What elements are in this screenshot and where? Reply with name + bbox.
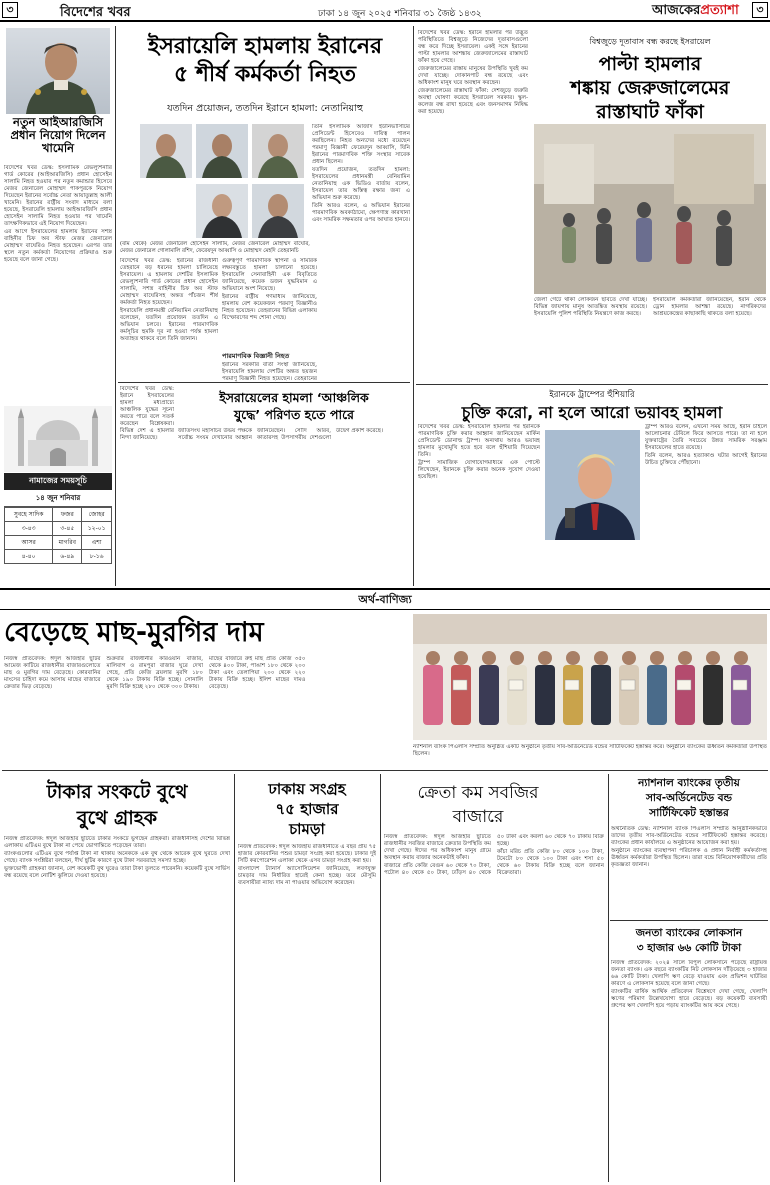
section-label: বিদেশের খবর <box>60 5 131 20</box>
trump-body-left-p1: বিদেশের খবর ডেস্ক: ইসরায়েলি হামলার পর ইরানকে পারমাণবিক চুক্তি করার আহ্বান জানিয়েছেন মার্কিন প্রেসিডেন্ট ডোনাল্ড ট্রাম্প। অন্যথায় আরও ভয়াবহ হামলার মুখোমুখি হতে হবে বলে হুঁশিয়ারি দিয়েছেন তিনি। <box>418 424 540 458</box>
leather-headline-2: ৭৫ হাজার <box>275 800 339 818</box>
prayer-time: ৬-৪৯ <box>53 550 82 564</box>
portrait-bagheri <box>196 124 248 178</box>
prayer-date: ১৪ জুন শনিবার <box>4 490 112 507</box>
portrait-abbasi <box>196 184 248 238</box>
janata-body-p2: ব্যাংকটির বার্ষিক আর্থিক প্রতিবেদন বিশ্লেষণে দেখা গেছে, খেলাপি ঋণের পরিমাণ উল্লেখযোগ্য হারে বেড়েছে। বড় কয়েকটি ব্যবসায়ী গ্রুপের ঋণ খেলাপি হয়ে পড়ায় ব্যাংকটির আয় কমে গেছে। <box>611 989 767 1009</box>
prayer-time: ৮-১৬ <box>82 550 112 564</box>
veg-headline-1: ক্রেতা কম সবজির <box>417 783 539 803</box>
veg-body <box>384 834 604 1181</box>
leather-body-p2: বাংলাদেশ ট্যানার্স অ্যাসোসিয়েশন জানিয়েছে, লবণযুক্ত চামড়ার দাম নির্ধারিত হারেই কেনা হচ্ছে। তবে মৌসুমি ব্যবসায়ীরা ন্যায্য দাম না পাওয়ার অভিযোগ করেছেন। <box>238 866 376 886</box>
retaliation-headline-2: শঙ্কায় জেরুজালেমের <box>570 77 730 99</box>
retaliation-headline-3: রাস্তাঘাট ফাঁকা <box>596 101 704 123</box>
trump-body-right <box>645 424 767 586</box>
prayer-box <box>4 473 112 560</box>
page-header <box>0 0 770 22</box>
lead-body-right <box>312 124 410 378</box>
regional-war-headline-1: ইসরায়েলের হামলা ‘আঞ্চলিক <box>219 390 369 405</box>
prayer-label: ফজর <box>53 508 82 522</box>
irgc-body-p2: এর আগে ইসরায়েলের হামলায় ইরানের সশস্ত্র বাহিনীর চিফ অব স্টাফ মেজর জেনারেল মোহাম্মদ বাঘেরিও নিহত হয়েছেন। এরপর তার স্থলে নতুন কর্মকর্তা নিয়োগের প্রক্রিয়াও শুরু হয়েছে বলে জানা গেছে। <box>4 229 112 263</box>
bond-body <box>611 826 767 916</box>
taka-body-p1: নিজস্ব প্রতিবেদক: ঈদুল আজহার ছুটিতে টাকার সংকটে ভুগছেন গ্রাহকরা। রাজধানীসহ দেশের বিভিন্ন এলাকায় এটিএম বুথে টাকা না পেয়ে ভোগান্তিতে পড়েছেন তারা। <box>4 836 230 849</box>
trump-headline: চুক্তি করো, না হলে আরো ভয়াবহ হামলা <box>461 403 723 422</box>
bond-body-p2: অনুষ্ঠানে ব্যাংকের ব্যবস্থাপনা পরিচালক ও প্রধান নির্বাহী কর্মকর্তাসহ ঊর্ধ্বতন কর্মকর্তারা উপস্থিত ছিলেন। তারা বন্ডে বিনিয়োগকারীদের প্রতি কৃতজ্ঞতা জানান। <box>611 848 767 868</box>
section-banner <box>0 588 770 610</box>
taka-headline-2: বুথে গ্রাহক <box>76 807 158 829</box>
retaliation-kicker: বিশ্বজুড়ে দূতাবাস বন্ধ করছে ইসরায়েল <box>589 37 711 46</box>
trump-body-right-p1: ট্রাম্প আরও বলেন, এখনো সময় আছে, ইরান চাইলে আলোচনার টেবিলে ফিরে আসতে পারে। তা না হলে যুক্তরাষ্ট্রের তৈরি সবচেয়ে উন্নত সামরিক সরঞ্জাম ইসরায়েলের হাতে রয়েছে। <box>645 424 767 451</box>
retaliation-body-p2: জেরুজালেমের রাস্তায় মানুষের উপস্থিতি খুবই কম দেখা যাচ্ছে। দোকানপাট বন্ধ রয়েছে এবং অধিকাংশ মানুষ ঘরে অবস্থান করছেন। <box>418 66 528 86</box>
portrait-salami <box>140 124 192 178</box>
divider <box>416 384 768 385</box>
bond-award-caption: ন্যাশনাল ব্যাংক পিএলসি সম্প্রতি অনুষ্ঠিত একটি অনুষ্ঠানে তৃতীয় সাব-অর্ডিনেটেড বন্ডের সার্টিফিকেট হস্তান্তর করে। অনুষ্ঠানে ব্যাংকের ঊর্ধ্বতন কর্মকর্তারা উপস্থিত ছিলেন। <box>413 744 767 757</box>
lead-body-right-p1: তিনি ইসলামিক আজাদ ইউনিভার্সিটির প্রেসিডেন্ট হিসেবেও দায়িত্ব পালন করছিলেন। নিহত অন্যদের মধ্যে রয়েছেন পরমাণু বিজ্ঞানী ফেরেয়দুন আব্বাসি, যিনি ইরানের পারমাণবিক শক্তি সংস্থার সাবেক প্রধান ছিলেন। <box>312 124 410 165</box>
scientist-subbox-body: ইরানের সরকারি বার্তা সংস্থা জানিয়েছে, ইসরায়েলি হামলায় দেশটির অন্তত ছয়জন পরমাণু বিজ্ঞানী নিহত হয়েছেন। তেহরানের <box>222 362 317 382</box>
lead-subhead: যতদিন প্রয়োজন, ততদিন ইরানে হামলা: নেতানিয়াহু <box>167 103 363 114</box>
janata-headline-2: ৩ হাজার ৬৬ কোটি টাকা <box>636 942 742 954</box>
retaliation-body-p3: জেরুজালেমের রাস্তাঘাট ফাঁকা: দেশজুড়ে জরুরি অবস্থা ঘোষণা করেছে ইসরায়েল সরকার। স্কুল-কলেজ বন্ধ রাখা হয়েছে এবং জনসমাগম নিষিদ্ধ করা হয়েছে। <box>418 88 528 115</box>
divider <box>610 920 768 921</box>
leather-body <box>238 844 376 1181</box>
regional-war-headline-2: যুদ্ধে’ পরিণত হতে পারে <box>233 407 355 422</box>
regional-war-body-right: জাতিসংঘ মহাসচিব উভয় পক্ষকে সর্বোচ্চ সংযম দেখানোর আহ্বান জানিয়েছেন। সৌদি আরব, কাতারসহ উপসাগরীয় দেশগুলো উদ্বেগ প্রকাশ করেছে। <box>178 428 384 441</box>
janata-body-p1: নিজস্ব প্রতিবেদক: ২০২৪ সালে বিপুল লোকসানে পড়েছে রাষ্ট্রায়ত্ত জনতা ব্যাংক। এক বছরে ব্যাংকটির নিট লোকসান দাঁড়িয়েছে ৩ হাজার ৬৬ কোটি টাকা। খেলাপি ঋণ বেড়ে যাওয়ায় এবং প্রভিশন ঘাটতির কারণে এ লোকসান হয়েছে বলে জানা গেছে। <box>611 960 767 987</box>
prayer-time: ৩-৪৫ <box>53 522 82 536</box>
irgc-body <box>4 165 112 397</box>
prayer-time: ১২-০১ <box>82 522 112 536</box>
column-rule <box>413 26 414 586</box>
taka-body <box>4 836 230 1181</box>
retaliation-headline-1: পাল্টা হামলার <box>598 53 702 75</box>
prayer-title: নামাজের সময়সূচি <box>4 473 112 490</box>
fish-body <box>4 656 408 766</box>
bond-headline-3: সার্টিফিকেট হস্তান্তর <box>649 807 729 819</box>
leather-headline-3: চামড়া <box>289 820 325 838</box>
trump-body-left-p2: ট্রাম্প সামাজিক যোগাযোগমাধ্যমে এক পোস্টে লিখেছেন, ইরানকে চুক্তি করার অনেক সুযোগ দেওয়া হয়েছিল। <box>418 460 540 480</box>
column-rule <box>115 26 116 586</box>
retaliation-body-p1: বিদেশের খবর ডেস্ক: ইরানে হামলার পর উদ্ভূত পরিস্থিতিতে বিশ্বজুড়ে নিজেদের দূতাবাসগুলো বন্ধ করে দিচ্ছে ইসরায়েল। একই সঙ্গে ইরানের পাল্টা হামলার আশঙ্কায় জেরুজালেমের রাস্তাঘাট ফাঁকা হয়ে গেছে। <box>418 30 528 64</box>
leather-body-p1: নিজস্ব প্রতিবেদক: ঈদুল আজহায় রাজধানীতে এ বছর প্রায় ৭৫ হাজার কোরবানির পশুর চামড়া সংগ্রহ করা হয়েছে। ঢাকার দুই সিটি করপোরেশন এলাকা থেকে এসব চামড়া সংগ্রহ করা হয়। <box>238 844 376 864</box>
lead-body-right-p3: তিনি আরও বলেন, এ অভিযান ইরানের পারমাণবিক অবকাঠামো, ক্ষেপণাস্ত্র কারখানা এবং সামরিক সক্ষমতার ওপর আঘাত হানবে। <box>312 203 410 223</box>
lead-body-mid2 <box>222 258 317 350</box>
dateline: ঢাকা ১৪ জুন ২০২৫ শনিবার ৩১ জৈষ্ঠ ১৪৩২ <box>318 9 482 19</box>
lead-body-mid2-p2: ইরানের রাষ্ট্রীয় গণমাধ্যম জানিয়েছে, হামলায় বেশ কয়েকজন পরমাণু বিজ্ঞানীও নিহত হয়েছেন। তেহরানের বিভিন্ন এলাকায় বিস্ফোরণের শব্দ শোনা গেছে। <box>222 294 317 321</box>
fish-body-p3: মাছের বাজারে রুই মাছ প্রতি কেজি ৩৫০ থেকে ৪০০ টাকা, পাঙাশ ১৮০ থেকে ২০০ টাকা এবং তেলাপিয়া ২০০ থেকে ২২০ টাকায় বিক্রি হচ্ছে। ইলিশ মাছের দামও বেড়েছে। <box>209 656 306 690</box>
paper-name-part1: আজকের <box>652 3 701 18</box>
trump-photo <box>545 430 640 540</box>
janata-headline-1: জনতা ব্যাংকের লোকসান <box>635 927 743 939</box>
column-rule <box>234 774 235 1182</box>
retaliation-caption-right: ইসরায়েলি কর্মকর্তারা জানিয়েছেন, ইরান থেকে ড্রোন হামলার আশঙ্কা রয়েছে। নাগরিকদের আশ্রয়কেন্দ্রের কাছাকাছি থাকতে বলা হয়েছে। <box>653 297 766 317</box>
taka-headline-1: টাকার সংকটে বুথে <box>46 781 188 803</box>
bond-headline-2: সাব-অর্ডিনেটেড বন্ড <box>645 792 733 804</box>
bond-body-p1: অর্থনৈতিক ডেস্ক: ন্যাশনাল ব্যাংক পিএলসি সম্প্রতি আনুষ্ঠানিকভাবে তাদের তৃতীয় সাব-অর্ডিনেটেড বন্ডের সার্টিফিকেট হস্তান্তর করেছে। ব্যাংকের প্রধান কার্যালয়ে এ অনুষ্ঠানের আয়োজন করা হয়। <box>611 826 767 846</box>
prayer-label: জোহর <box>82 508 112 522</box>
irgc-headline: নতুন আইআরজিসি প্রধান নিয়োগ দিলেন খামেনি <box>10 115 106 155</box>
irgc-body-p1: বিদেশের খবর ডেস্ক: ইসলামিক রেভল্যুশনারি গার্ড কোরের (আইআরজিসি) প্রধান হোসেইন সালামি নিহত হওয়ার পর নতুন কমান্ডার হিসেবে মেজর জেনারেল মোহাম্মদ পাকপুরকে নিয়োগ দিয়েছেন ইরানের সর্বোচ্চ নেতা আয়াতুল্লাহ আলী খামেনি। ইরানের রাষ্ট্রীয় সংবাদ মাধ্যমে বলা হয়েছে, ইসরায়েলি হামলায় আইআরজিসি প্রধান হোসেইন সালামি নিহত হওয়ার পর খামেনি তাৎক্ষণিকভাবে এই নিয়োগ দিয়েছেন। <box>4 165 112 227</box>
paper-name <box>652 1 739 22</box>
scientist-subbox <box>222 351 317 382</box>
lead-body-mid-p2: ইসরায়েলি প্রধানমন্ত্রী বেনিয়ামিন নেতানিয়াহু বলেছেন, যতদিন প্রয়োজন ততদিন এ অভিযান চলবে। ইরানের পারমাণবিক কর্মসূচির হুমকি দূর না হওয়া পর্যন্ত হামলা অব্যাহত থাকবে বলে তিনি জানান। <box>120 308 218 342</box>
prayer-time: ৪-৪০ <box>5 550 53 564</box>
scientist-subbox-title: পারমাণবিক বিজ্ঞানী নিহত <box>222 352 290 360</box>
paper-name-part2: প্রত্যাশা <box>700 3 739 18</box>
trump-body-left <box>418 424 540 586</box>
column-rule <box>380 774 381 1182</box>
lead-body-mid-p1: বিদেশের খবর ডেস্ক: ইরানের রাজধানী তেহরানে বড় ধরনের হামলা চালিয়েছে ইসরায়েল। এ হামলায় দেশটির ইসলামিক রেভল্যুশনারি গার্ড কোরের প্রধান হোসেইন সালামি, সশস্ত্র বাহিনীর চিফ অব স্টাফ মোহাম্মদ বাঘেরিসহ অন্তত পাঁচজন শীর্ষ কর্মকর্তা নিহত হয়েছেন। <box>120 258 218 306</box>
trump-body-right-p2: তিনি বলেন, আরও হত্যাকাণ্ড ঘটার আগেই ইরানের উচিত চুক্তিতে পৌঁছানো। <box>645 453 767 466</box>
column-rule <box>608 774 609 1182</box>
section-banner-label: অর্থ-বাণিজ্য <box>358 593 412 606</box>
veg-headline-2: বাজারে <box>452 807 504 827</box>
leather-headline-1: ঢাকায় সংগ্রহ <box>268 780 346 798</box>
prayer-label: মাগরিব <box>53 536 82 550</box>
lead-headline-2: ৫ শীর্ষ কর্মকর্তা নিহত <box>173 62 357 87</box>
portrait-rashid <box>252 124 304 178</box>
prayer-table <box>4 507 112 564</box>
taka-body-p3: ভুক্তভোগী গ্রাহকরা জানান, বেশ কয়েকটি বুথ ঘুরেও তারা টাকা তুলতে পারেননি। কয়েকটি বুথে সার্ভিস বন্ধ রয়েছে বলে নোটিশ ঝুলিয়ে দেওয়া হয়েছে। <box>4 866 230 879</box>
retaliation-caption-left: জেলা গেটে থাকা লোকজন ছবিতে দেখা যাচ্ছে। বিভিন্ন জায়গায় মানুষ আতঙ্কিত অবস্থায় রয়েছে। ইসরায়েলি পুলিশ পরিস্থিতি নিয়ন্ত্রণে কাজ করছে। <box>534 297 647 317</box>
janata-body <box>611 960 767 1181</box>
prayer-label: সুবহে সাদিক <box>5 508 53 522</box>
veg-body-p1: নিজস্ব প্রতিবেদক: ঈদুল আজহার ছুটিতে রাজধানীর সবজির বাজারে ক্রেতার উপস্থিতি কম দেখা গেছে। ঈদের পর অধিকাংশ মানুষ গ্রামে অবস্থান করায় বাজার অনেকটাই ফাঁকা। <box>384 834 491 861</box>
veg-body-p3: কাঁচা মরিচ প্রতি কেজি ৮০ থেকে ১০০ টাকা, টমেটো ৮০ থেকে ১০০ টাকা এবং শসা ৫০ থেকে ৬০ টাকায় বিক্রি হচ্ছে বলে জানান বিক্রেতারা। <box>497 849 604 876</box>
retaliation-body-col1 <box>418 30 528 380</box>
mosque-illustration <box>4 406 112 472</box>
portrait-tehranchi <box>252 184 304 238</box>
taka-body-p2: ব্যাংকগুলোর এটিএম বুথে পর্যাপ্ত টাকা না থাকায় অনেককে এক বুথ থেকে আরেক বুথে ঘুরতে দেখা গেছে। ব্যাংক সংশ্লিষ্টরা বলছেন, দীর্ঘ ছুটির কারণে বুথে টাকা সরবরাহে সমস্যা হচ্ছে। <box>4 851 230 864</box>
jerusalem-street-photo <box>534 124 766 294</box>
prayer-time: ৩-৪৩ <box>5 522 53 536</box>
fish-body-p1: নিজস্ব প্রতিবেদক: ঈদুল আজহার ছুটির আমেজ কাটিয়ে রাজধানীর বাজারগুলোতে মাছ ও মুরগির দাম বেড়েছে। কোরবানির মাংসের চাহিদা কমে আসায় মাছের বাজারে ক্রেতার ভিড় বেড়েছে। <box>4 656 101 690</box>
prayer-label: আসর <box>5 536 53 550</box>
lead-body-mid2-p1: গুরুত্বপূর্ণ পারমাণবিক স্থাপনা ও সামরিক লক্ষ্যবস্তুতে হামলা চালানো হয়েছে। ইসরায়েলি সেনাবাহিনী এক বিবৃতিতে জানিয়েছে, কয়েক ডজন যুদ্ধবিমান এ অভিযানে অংশ নিয়েছে। <box>222 258 317 292</box>
bond-headline-1: ন্যাশনাল ব্যাংকের তৃতীয় <box>638 777 740 789</box>
irgc-chief-photo <box>6 28 110 114</box>
lead-headline-1: ইসরায়েলি হামলায় ইরানের <box>147 34 383 59</box>
lead-body-mid <box>120 258 218 378</box>
veg-body-p2: বাজারে প্রতি কেজি বেগুন ৬০ থেকে ৭০ টাকা, পটোল ৪০ থেকে ৫০ টাকা, ঢ্যাঁড়স ৪০ থেকে ৫০ টাকা এবং করলা ৬০ থেকে ৭০ টাকায় বিক্রি হচ্ছে। <box>384 834 604 876</box>
page-number-right: ৩ <box>752 2 768 18</box>
prayer-label: এশা <box>82 536 112 550</box>
bond-award-photo <box>413 614 767 740</box>
lead-body-right-p2: যতদিন প্রয়োজন, ততদিন হামলা: ইসরায়েলের প্রধানমন্ত্রী বেনিয়ামিন নেতানিয়াহু এক ভিডিও বার্তায় বলেন, ইসরায়েল তার অস্তিত্ব রক্ষার জন্য এ অভিযান শুরু করেছে। <box>312 167 410 201</box>
regional-war-body-left: বিদেশের খবর ডেস্ক: ইরানে ইসরায়েলের হামলা মধ্যপ্রাচ্যে আঞ্চলিক যুদ্ধের সূচনা করতে পারে বলে সতর্ক করেছেন বিশ্লেষকরা। বিভিন্ন দেশ এ হামলার নিন্দা জানিয়েছে। <box>120 386 174 441</box>
portraits-caption: (বাম থেকে) মেজর জেনারেল হোসেইন সালামি, মেজর জেনারেল মোহাম্মদ বাঘেরি, মেজর জেনারেল গোলামালি রশিদ, ফেরেয়দুন আব্বাসি ও মোহাম্মদ মেহদি তেহরানচি <box>120 241 310 254</box>
fish-headline: বেড়েছে মাছ-মুরগির দাম <box>4 617 264 648</box>
divider <box>118 382 410 383</box>
page-number-left: ৩ <box>2 2 18 18</box>
divider <box>2 770 768 771</box>
fish-body-p2: শুক্রবার রাজধানীর কারওয়ান বাজার, মালিবাগ ও রামপুরা বাজার ঘুরে দেখা গেছে, প্রতি কেজি ব্রয়লার মুরগি ১৮০ থেকে ১৯০ টাকায় বিক্রি হচ্ছে। সোনালি মুরগি বিক্রি হচ্ছে ২৮০ থেকে ৩০০ টাকায়। <box>106 656 203 690</box>
trump-kicker: ইরানকে ট্রাম্পের হুঁশিয়ারি <box>549 390 635 400</box>
